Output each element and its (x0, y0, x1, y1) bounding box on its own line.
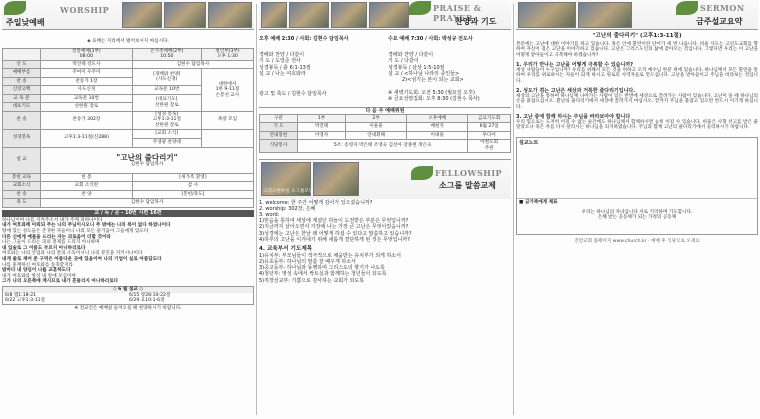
reading-line: 땅에 있는 성도들은 존귀한 자들이니 나의 모든 즐거움이 그들에게 있도다 (2, 228, 149, 234)
worship-notice: ◈ 표배는 지리에서 벌어보시지 마십시다. (87, 39, 169, 44)
service-item: 성경봉독 / 출 6:1-13절 (259, 64, 311, 71)
order-cell: [새가족 환영] (132, 173, 253, 182)
worship-header (2, 0, 254, 30)
reading-line: 내게 줄로 재어 준 구역은 아름다운 곳에 있음이여 나의 기업이 실로 아름답도다 (2, 256, 162, 262)
servers-cell: 박진태 (298, 123, 346, 132)
question-item: 4)하루의 고난을 이겨내기 위해 새롭게 결단하게 된 것은 무엇입니까? (259, 236, 410, 243)
schedule-cell: 6/15 창28:10-22절 (129, 292, 171, 298)
order-cell: [경배와 찬양] (사도신경) (132, 69, 201, 86)
question-item: 1. welcome: 한 주간 어떻게 감사가 있으셨습니까? (259, 199, 373, 206)
fellowship-header (259, 159, 511, 199)
order-cell: [교회 소식] (132, 129, 201, 138)
sermon-photo-1 (518, 2, 576, 28)
reading-line: 나는 그들이 드리는 피의 전제를 드리지 아니하며 (2, 240, 100, 246)
notes-family-section (517, 198, 757, 222)
reading-line: 여호와는 나의 산업과 나의 잔의 소득이시니 나의 분깃을 지키시나이다 (2, 251, 143, 257)
servers-cell: 이영자 (298, 131, 346, 140)
order-cell: 박진태 강도사 (41, 60, 133, 69)
order-cell: 주영광 찬양대 (132, 138, 201, 147)
row-label: 교 독 문 (3, 94, 41, 103)
row-label: 봉헌 교독 (3, 173, 41, 182)
photo-caption: 고리스천하실 소그룹모임 (263, 188, 314, 194)
prayer-topic: 5)직장선교부: 기쁨으로 감사하는 교회가 되도록 (259, 277, 364, 284)
sermon-label: 설 교 (3, 147, 41, 173)
reading-line: 그가 나의 오른쪽에 계시므로 내가 흔들리지 아니하리로다 (2, 279, 119, 285)
friday-prayer-info: ※ 금요성령집회: 오후 8:30 (김현수 목사) (388, 96, 480, 103)
fellowship-questions (259, 200, 511, 243)
column-divider (256, 4, 257, 415)
row-label: 성경봉독 (3, 129, 41, 147)
prayer-header (259, 0, 511, 30)
prayer-column (259, 0, 511, 419)
prayer-photo-2 (289, 2, 329, 28)
sermon-heading: "고난의 줄다리기" (고후1:3-11절) (592, 33, 682, 39)
servers-cell: 배현지 (407, 123, 468, 132)
worship-column (2, 0, 254, 419)
reading-line: 내 입술로 그 이름도 부르지 아니하리로다 (2, 245, 86, 251)
june-sermon-schedule (2, 286, 254, 305)
servers-cell: 투디어 (468, 131, 511, 140)
service-item: 경배와 찬양 / 다같이 (388, 52, 434, 59)
sermon-point-title: 1. 우리가 만나는 고난을 어떻게 극복할 수 있습니까? (516, 61, 634, 68)
prayer-topic: 1)유치부: 부모님들이 적극적으로 채움받는 유치부가 되게 하소서 (259, 252, 401, 259)
row-label: 찬 송 (3, 111, 41, 129)
service-item: 기 도 / 다같이 (388, 58, 419, 65)
sermon-point-title: 3. 고난 중에 함께 하시는 주님을 바라보아야 합니다 (516, 113, 631, 120)
servers-cell: 이운용 (346, 123, 407, 132)
prayer-photo-4 (369, 2, 409, 28)
question-item: 2)지금까지 살아오면서 가장에 나는 가장 큰 고난은 무엇이었습니까? (259, 224, 409, 231)
sermon-header (516, 0, 758, 30)
reading-line: 내가 여호와께 아뢰되 주는 나의 주님이시오니 주 밖에는 나의 복이 없다 하였나이다 (2, 223, 171, 229)
prayer-ko-title: 찬양과 기도 (455, 17, 497, 26)
leaf-icon (4, 1, 26, 15)
prayer-photo-3 (331, 2, 367, 28)
schedule-row (3, 298, 253, 304)
sermon-intro: 본문에는 고난에 대한 이야기를 하고 있습니다. 혹은 인에 환란이란 단어가 세 번 나옵니다. 바울 사도는 고린도교회를 향하여 자신이 겪은 고난을 이야기하고 있습니다. 고난은 그리스도인의 삶에 찾아오는 것입니다. 그렇다면 우리는 이 고난을 어떻게 받아들이고 극복해야 하겠습니까? (516, 41, 758, 58)
sermon-preacher: 김현수 담임목사 (130, 161, 164, 167)
wednesday-service (385, 36, 511, 103)
prayer-topic: 2)유초등부: 하나님의 말씀 잘 배우게 하소서 (259, 258, 356, 265)
prayer-topics (259, 253, 511, 284)
reading-line: 내가 여호와를 항상 내 앞에 모심이여 (2, 273, 76, 279)
sermon-column (516, 0, 758, 419)
service-item: 2)<섬기는 본이 되는 교회> (402, 77, 464, 84)
column-header: 전통예배(1부) 08:00 (41, 48, 133, 60)
leaf-icon (411, 166, 433, 180)
fellowship-en-title: FELLOWSHIP (435, 167, 503, 178)
row-label: 신앙고백 (3, 86, 41, 95)
service-item: 설 교 / <하나님 나라의 증인들> (388, 70, 460, 77)
schedule-cell: 6/22 고후1:3-11절 (5, 298, 45, 304)
service-item: 경배와 찬양 / 다같이 (259, 52, 305, 59)
row-label: 축 도 (3, 199, 41, 208)
notes-title: 설교노트 (519, 139, 539, 146)
sunday-afternoon-service (259, 36, 385, 103)
order-cell: 주여이 우주이 (41, 69, 133, 78)
order-cell: 교독문 10번 (132, 86, 201, 95)
row-label: 찬 송 (3, 77, 41, 86)
servers-cell: 안내봉헌 (260, 131, 298, 140)
worship-ko-title: 주일낮예배 (6, 18, 45, 27)
reading-line: 다른 신에게 예물을 드리는 자는 괴로움이 더할 것이라 (2, 234, 111, 240)
row-label: 인 도 (3, 60, 41, 69)
order-cell: 선한원 장로 (41, 103, 133, 112)
order-cell: 찬 양 (41, 190, 133, 199)
service-blocks (259, 36, 511, 103)
service-title: 수요 예배 7:30 / 사회: 박성규 전도사 (388, 36, 473, 42)
row-label: 대표기도 (3, 103, 41, 112)
column-header: 청년부(3부) 오후 1:30 (201, 48, 253, 60)
servers-header: 1부 (298, 114, 346, 123)
dawn-prayer-info: ※ 새벽기도회: 오전 5:30 (월요일 오후) (388, 90, 475, 97)
order-cell: 김현수 담임목사 (132, 60, 253, 69)
servers-title: 다 음 주 예배위원 (259, 107, 511, 114)
sermon-en-title: SERMON (700, 3, 745, 13)
worship-footer: ※ 전교인은 예배실 들어오실 때 찬양하시기 바랍니다. (74, 305, 182, 311)
notes-box-line: 은혜 받는 공동체가 되는 가정의 공동체 (597, 215, 677, 221)
sermon-footer: 진만교회 홈페이지 www.church.kr · 예배 후 식당으로 오세요 (574, 238, 700, 244)
sermon-title: "고난의 줄다리기" (116, 152, 178, 162)
reading-line: 하나님이여 나를 지켜주소서 내가 주께 피하나이다 (2, 217, 103, 223)
sermon-notes-box[interactable] (516, 137, 758, 235)
responsive-reading (2, 218, 254, 285)
worship-en-title: WORSHIP (60, 5, 110, 15)
servers-header: 2부 (346, 114, 407, 123)
sermon-point-title: 2. 성도가 겪는 고난은 세상과 거룩한 줄다리기입니다. (516, 87, 636, 94)
servers-cell: 기 도 (260, 123, 298, 132)
servers-header: 구분 (260, 114, 298, 123)
leaf-icon (409, 1, 431, 15)
notes-box-line: 우리는 하나님의 자녀입니다 서로 기억하며 기도합니다. (581, 209, 693, 215)
sermon-photo-2 (578, 2, 632, 28)
sermon-point-body: 세상의 고난을 통하여 하나님께 나아가는 사람이 있는 반면에 세상으로 끌려가는 사람이 있습니다. 고난이 올 때 하나님의 손을 붙잡으십시오. 환난의 줄다리기에서 세상에 끌려가지 마십시오. 끝까지 주님을 붙잡고 있으면 반드시 이기게 하십니다. (516, 93, 758, 110)
notes-box-title: ■ 금가족에게 제표 (519, 199, 558, 205)
reading-line: 밤마다 내 양심이 나를 교훈하도다 (2, 268, 71, 274)
prayer-topic: 3)중고등부: 하나님과 동행하며 그리스도의 향기가 나도록 (259, 265, 385, 272)
service-item: 기 도 / 도열준 권사 (259, 58, 301, 65)
order-cell: 사도신경 (41, 86, 133, 95)
responsive-reading-bar: 교 / 독 / 문 - 10번 시편 16편 (2, 210, 254, 217)
order-cell: 교독문 10번 (41, 94, 133, 103)
row-label: 교회소식 (3, 182, 41, 191)
sermon-point-body: 우리 힘으로는 도저히 이길 수 없는 순간에도 하나님께서 함께하시면 능히 이길 수 있습니다. 바울은 사형 선고를 받은 줄 알았으나 죽은 자를 다시 살리시는 하나님을 의지하였습니다. 주님과 함께 고난의 줄다리기에서 승리하시기 바랍니다. (516, 119, 758, 131)
servers-cell: 아천도회 주관 (468, 140, 511, 152)
order-cell: 김현수 담임목사 (41, 199, 254, 208)
prayer-topics-title: 4. 교육부서 기도제목 (259, 245, 313, 252)
order-cell: 찬송가 302장 (41, 111, 133, 129)
worship-photo-3 (208, 2, 252, 28)
question-item: 1)믿음을 통하여 세상에 계셨던 하늘이 도전받은 부분은 무엇입니까? (259, 218, 409, 225)
prayer-topic: 4)청년부: 영성 속에서 싹트실과 함께하는 청년들이 되도록 (259, 271, 387, 278)
question-item: 3. word: (259, 211, 280, 218)
order-cell: 목장 모임 (201, 111, 253, 129)
order-cell: 교회 소식란 (41, 182, 133, 191)
servers-cell: 5조: 송영자 박은태 조영숙 김선아 강종현 정은숙 (298, 140, 468, 152)
prayer-en-title: PRAISE & PRAYER (433, 3, 482, 23)
servers-cell: 6월 27일 (468, 123, 511, 132)
row-label: 예배부름 (3, 69, 41, 78)
question-item: 2. worship: 302장, 은혜 (259, 205, 316, 212)
servers-cell: 이대용 (407, 131, 468, 140)
question-item: 3)성경에는 고난은 한날 왜 어떻게 하셨 수 있다고 말씀하고 있습니까? (259, 230, 412, 237)
sermon-ko-title: 금주설교요약 (696, 17, 743, 26)
sermon-point-body: 세상 사람들이 누구입니까? 우리를 위해서 모든 것을 허하고 오직 예수님 한분 위에 있습니다. 하나님께서 모든 환란을 통하여 우리를 위로하시는 자들이 되게 하시고 위로의 사역자들로 만드십니다. 고난을 받아들이고 주님을 바라보는 것입니다. (516, 67, 758, 84)
column-header: 온가족예배(2부) 10:50 (132, 48, 201, 60)
order-cell: 헌 봉 (41, 173, 133, 182)
schedule-title: ◇ 6 월 설교 ◇ (3, 287, 253, 293)
worship-photo-1 (122, 2, 162, 28)
order-cell: [성경 봉독] 고후1:3-11절 선한원 장로 (132, 111, 201, 129)
order-cell: 고후1:3-11절(신288) (41, 129, 133, 147)
column-divider (513, 4, 514, 415)
order-cell: 찬송가 1장 (41, 77, 133, 86)
fellowship-photo-2 (313, 162, 359, 196)
service-title: 오후 예배 2:30 / 사회: 김현수 담임목사 (259, 36, 349, 42)
servers-header: 오후예배 (407, 114, 468, 123)
sermon-cell (41, 147, 254, 173)
schedule-cell: 6/29 요10:1-6절 (129, 298, 165, 304)
worship-order-table (2, 48, 254, 208)
servers-header: 금요기도회 (468, 114, 511, 123)
row-label: 찬 송 (3, 190, 41, 199)
leaf-icon (676, 1, 698, 15)
servers-cell: 식당봉사 (260, 140, 298, 152)
order-cell: 대한에서 1한 9-11절 손봉선 교사 (201, 69, 253, 112)
reading-line: 나를 훈계하신 여호와를 송축할지라 (2, 262, 73, 268)
fellowship-ko-title: 소그룹 말씀교제 (439, 180, 496, 190)
service-closing: 광고 및 축도 / 김현수 담임목사 (259, 91, 327, 98)
servers-cell: 연대휘해 (346, 131, 407, 140)
order-cell: [봉헌/축도] (132, 190, 253, 199)
worship-photo-2 (164, 2, 206, 28)
order-cell: [대표기도] 선한원 장로 (132, 94, 201, 111)
service-item: 설 교 / 나는 여호와라 (259, 70, 306, 77)
service-item: 성경봉독 / 삼상 1:5-10절 (388, 64, 445, 71)
schedule-cell: 6/8 엡1:18-21 (5, 292, 37, 298)
order-cell: 감 사 (132, 182, 253, 191)
prayer-photo-1 (261, 2, 287, 28)
servers-table (259, 114, 511, 153)
